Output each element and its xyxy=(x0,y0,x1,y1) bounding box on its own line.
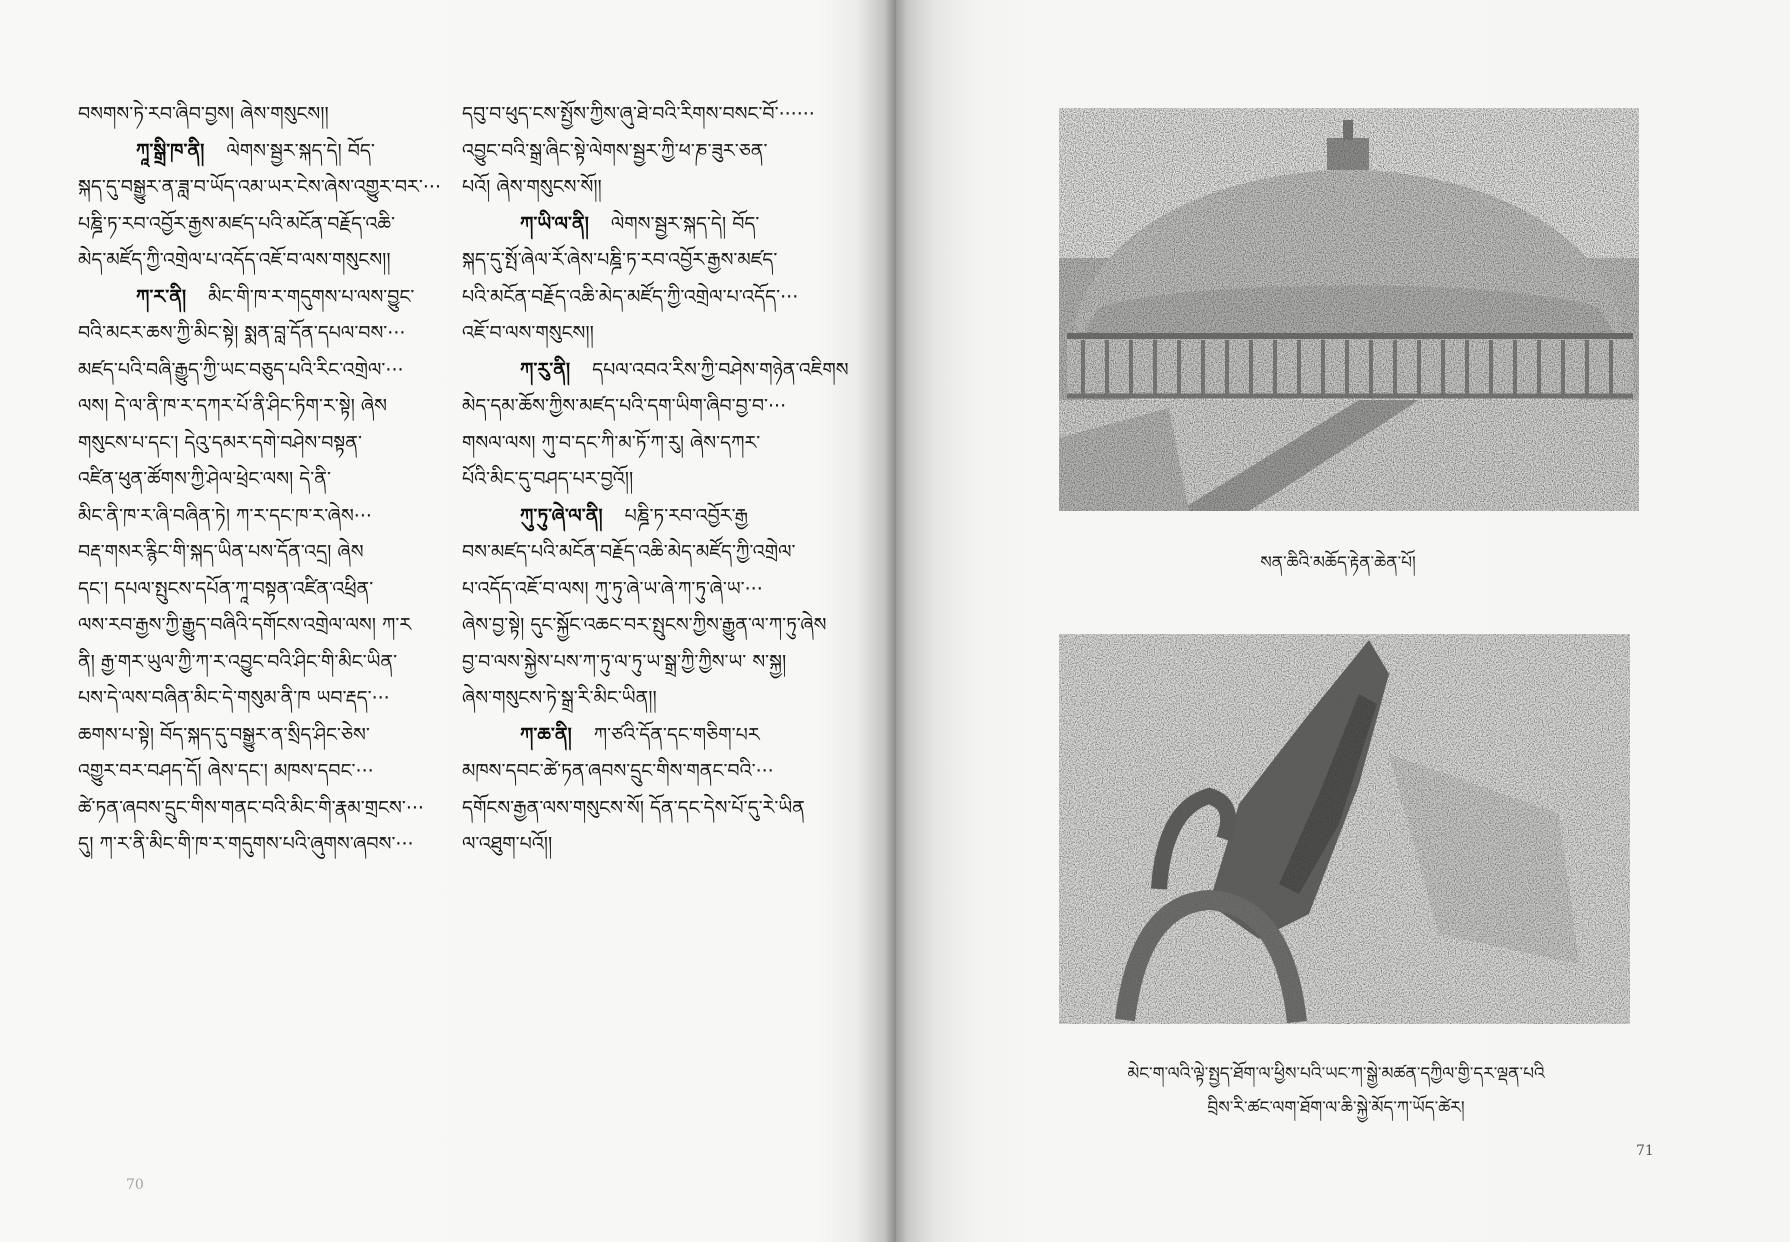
text-line: དགོངས་རྒྱན་ལས་གསུངས་སོ། དོན་དང་དེས་པོ་དུ་རེ་ཡིན xyxy=(462,796,805,819)
line-text: དཔལ་འབའ་རིས་ཀྱི་བཤེས་གཉེན་འཇིགས xyxy=(592,358,849,381)
stupa-photo xyxy=(1059,108,1639,511)
page-number-right: 71 xyxy=(1636,1143,1654,1159)
text-line: ཞེས་གསུངས་ཏེ་སྒྲ་རི་མིང་ཡིན།། xyxy=(462,687,657,709)
text-line: པཎྜི་ཏ་རབ་འབྱོར་རྒྱས་མཛད་པའི་མངོན་བརྗོད་འཆི་ xyxy=(78,212,395,235)
text-line: པ་འདོད་འཇོ་བ་ལས། ཀུ་ཏུ་ཞེ་ཡ་ཞེ་ཀ་ཏུ་ཞེ་ཡ་··· xyxy=(462,577,763,600)
text-line: ཚེ་ཏན་ཞབས་དྲུང་གིས་གནང་བའི་མིང་གི་རྣམ་གྲངས་··· xyxy=(78,796,424,819)
text-line: བས་མཛད་པའི་མངོན་བརྗོད་འཆི་མེད་མཛོད་ཀྱི་འགྲེལ་ xyxy=(462,541,796,563)
text-line xyxy=(520,501,822,531)
text-line: ནི། རྒྱ་གར་ཡུལ་ཀྱི་ཀ་ར་འབྱུང་བའི་ཤིང་གི་མིང་ཡིན་ xyxy=(78,650,398,673)
text-line: བརྡ་གསར་རྙིང་གི་སྐད་ཡིན་པས་དོན་འདྲ། ཞེས xyxy=(78,541,364,563)
text-line: ལ་འཐུག་པའོ།། xyxy=(462,833,553,855)
text-line: གསུངས་པ་དང་། དེའུ་དམར་དགེ་བཤེས་བསྟན་ xyxy=(78,431,362,454)
text-line: མེད་དམ་ཆོས་ཀྱིས་མཛད་པའི་དག་ཡིག་ཞིབ་བྱ་བ་··· xyxy=(462,395,787,417)
headword: ཀ་ཡི་ལ་ནི། xyxy=(520,212,589,235)
figure-caption: མེང་ག་ལའི་ལྟེ་སྤྱད་ཐོག་ལ་ཕྱིས་པའི་ཡང་ཀ་སྒྱེ་མཚན་དཀྱིལ་གྱི་དར་ལྡན་པའི xyxy=(1127,1064,1545,1084)
text-line: བསགས་ཏེ་རབ་ཞིབ་བྱས། ཞེས་གསུངས།། xyxy=(78,103,329,125)
text-line: ཆགས་པ་སྟེ། བོད་སྐད་དུ་བསྒྱུར་ན་སྲིད་ཤིང་ཅེས་ xyxy=(78,723,370,746)
line-text: ཀ་ཙའི་དོན་དང་གཅིག་པར xyxy=(593,723,760,746)
text-line: གསལ་ལས། ཀུ་བ་དང་ཀི་མ་ཏོ་ཀ་རུ། ཞེས་དཀར་ xyxy=(462,431,761,454)
headword: ཀཱ་སྒྲི་ཁ་ནི། xyxy=(136,139,205,162)
line-text: མིང་གི་ཁ་ར་གདུགས་པ་ལས་བྱུང་ xyxy=(208,285,415,308)
text-line xyxy=(520,209,822,239)
headword: ཀ་རུ་ནི། xyxy=(520,358,571,381)
figure-caption: སན་ཆིའི་མཆོད་རྟེན་ཆེན་པོ། xyxy=(1260,553,1416,573)
text-line: སྐད་དུ་སྤོ་ཞེལ་རོ་ཞེས་པཎྜི་ཏ་རབ་འབྱོར་རྒྱས་མཛད་ xyxy=(462,249,778,271)
text-line: འབྱུང་བའི་སྒྲ་ཞིང་སྟེ་ལེགས་སྦྱར་ཀྱི་ཕ་ཎ་ཟུར་ཅན་ xyxy=(462,139,768,162)
text-line: མཁས་དབང་ཚེ་ཏན་ཞབས་དྲུང་གིས་གནང་བའི་··· xyxy=(462,760,774,782)
text-line: པོའི་མིང་དུ་བཤད་པར་བྱའོ།། xyxy=(462,468,634,490)
text-line: འགྱུར་བར་བཤད་དོ། ཞེས་དང་། མཁས་དབང་··· xyxy=(78,760,374,782)
text-line: འཛིན་ཕུན་ཚོགས་ཀྱི་ཤེལ་ཕྲེང་ལས། དེ་ནི་ xyxy=(78,468,331,490)
text-line: ལས་རབ་རྒྱས་ཀྱི་རྒྱུད་བཞིའི་དགོངས་འགྲེལ་ལས། ཀ་ར xyxy=(78,614,412,636)
text-line: མཛད་པའི་བཞི་རྒྱུད་ཀྱི་ཡང་བཅུད་པའི་རིང་འགྲེལ་··· xyxy=(78,358,404,381)
text-line: མིང་ནི་ཁ་ར་ཞི་བཞིན་ཏེ། ཀ་ར་དང་ཁ་ར་ཞེས··· xyxy=(78,504,372,527)
painting-photo xyxy=(1059,634,1630,1024)
text-line: སྐད་དུ་བསྒྱུར་ན་ཟླ་བ་ཡོད་འམ་ཡར་ངེས་ཞེས་འགྱུར་བར་··· xyxy=(78,176,441,198)
line-text: ལེགས་སྦྱར་སྐད་དེ། བོད་ xyxy=(226,139,375,162)
text-column-1 xyxy=(78,99,441,879)
text-line: པའོ། ཞེས་གསུངས་སོ།། xyxy=(462,176,602,198)
text-line: ལས། དེ་ལ་ནི་ཁ་ར་དཀར་པོ་ནི་ཤིང་ཏིག་ར་སྟེ། ཞེས xyxy=(78,395,388,417)
text-line: དབུ་བ་ཕུད་ངས་སྤྱོས་ཀྱིས་ཞུ་ཐེ་བའི་རིགས་བསང་བོ་······ xyxy=(462,103,815,125)
text-line xyxy=(520,355,849,385)
headword: ཀ་ཆ་ནི། xyxy=(520,723,572,746)
text-line: ཞེས་བྱ་སྟེ། དུང་སྐྱོང་འཆང་བར་སྤུངས་ཀྱིས་རྒྱུན་ལ་ཀ་ཏུ་ཞེས xyxy=(462,614,827,636)
text-line: མེད་མཛོད་ཀྱི་འགྲེལ་པ་འདོད་འཇོ་བ་ལས་གསུངས།། xyxy=(78,249,391,271)
text-column-2 xyxy=(462,99,849,879)
text-line: པའི་མངོན་བརྗོད་འཆི་མེད་མཛོད་ཀྱི་འགྲེལ་པ་འདོད་··· xyxy=(462,285,799,308)
text-line xyxy=(136,282,430,312)
figure-caption: བྲིས་རི་ཚང་ལག་ཐོག་ལ་ཆི་སྐྱེ་མོད་ཀ་ཡོད་ཚེར། xyxy=(1207,1098,1465,1118)
line-text: ལེགས་སྦྱར་སྐད་དེ། བོད་ xyxy=(610,212,760,235)
headword: ཀ་ར་ནི། xyxy=(136,285,187,308)
text-line xyxy=(520,720,822,750)
text-line: བྱ་བ་ལས་སྐྱེས་པས་ཀ་ཏུ་ལ་ཏུ་ཡ་སྒྲ་ཀྱི་ཀྱིས་ཡ་ ས་སྐྱ། xyxy=(462,650,787,673)
text-line: བའི་མངར་ཆས་ཀྱི་མིང་སྟེ། སྨན་བླ་དོན་དཔལ་བས་··· xyxy=(78,322,406,344)
text-line: འཇོ་བ་ལས་གསུངས།། xyxy=(462,322,594,344)
page-number-left: 70 xyxy=(126,1177,144,1193)
text-line: དང་། དཔལ་སྤུངས་དཔོན་ཀཱ་བསྟན་འཛིན་འཕྲིན་ xyxy=(78,577,374,600)
text-line xyxy=(136,136,430,166)
text-line: དུ། ཀ་ར་ནི་མིང་གི་ཁ་ར་གདུགས་པའི་ཞུགས་ཞབས་··· xyxy=(78,833,414,855)
text-line: པས་དེ་ལས་བཞིན་མིང་དེ་གསུམ་ནི་ཁ ཡབ་རྡད་··· xyxy=(78,687,390,709)
headword: ཀུ་ཏུ་ཞེ་ལ་ནི། xyxy=(520,504,603,527)
line-text: པཎྜི་ཏ་རབ་འབྱོར་རྒྱ xyxy=(624,504,749,527)
